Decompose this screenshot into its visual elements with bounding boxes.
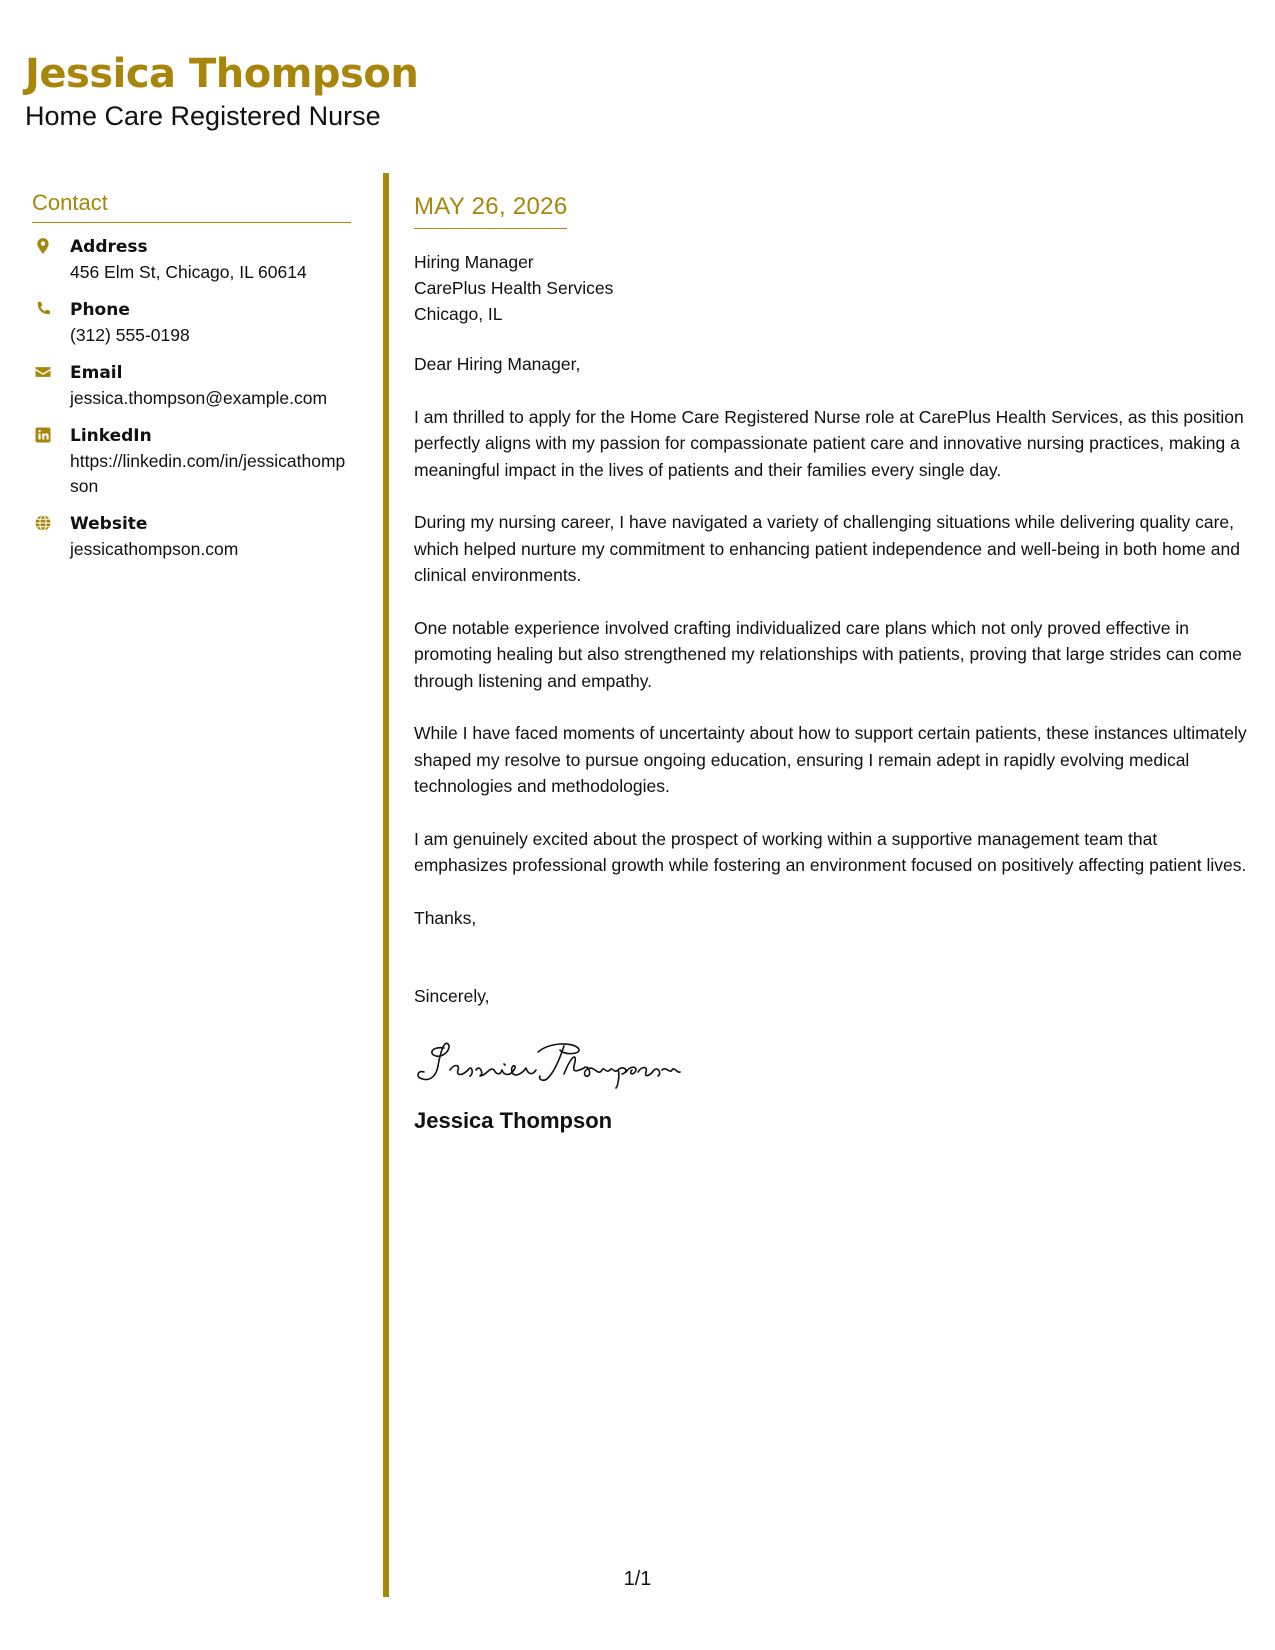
- linkedin-link[interactable]: https://linkedin.com/in/jessicathompson: [70, 451, 346, 496]
- contact-sidebar: [32, 188, 351, 575]
- contact-item-email: [32, 361, 351, 411]
- envelope-icon: [34, 363, 52, 381]
- contact-item-website: [32, 512, 351, 562]
- body-paragraph: While I have faced moments of uncertainty about how to support certain patients, these instances ultimately shaped my resolve to pursue ongoing education, ensuring I remain adept in rapidly evolving medical technologies and methodologies.: [414, 723, 1247, 796]
- letter-header: [25, 48, 418, 132]
- closing: Thanks,: [414, 907, 477, 928]
- signoff: Sincerely,: [414, 986, 490, 1006]
- page-number: 1/1: [623, 1568, 652, 1590]
- website-link[interactable]: jessicathompson.com: [70, 539, 239, 559]
- body-paragraph: One notable experience involved crafting individualized care plans which not only proved effective in promoting healing but also strengthened my relationships with patients, proving that large strides can come through listening and empathy.: [414, 617, 1242, 691]
- globe-icon: [34, 514, 52, 532]
- recipient-name: Hiring Manager: [414, 252, 534, 272]
- recipient-company: CarePlus Health Services: [414, 278, 614, 298]
- linkedin-icon: [34, 426, 52, 444]
- letter-date: MAY 26, 2026: [414, 190, 567, 229]
- body-paragraph: I am thrilled to apply for the Home Care Registered Nurse role at CarePlus Health Services, as this position perfectly aligns with my passion for compassionate patient care and innovative nursing practices, making a meaningful impact in the lives of patients and their families every single day.: [414, 406, 1244, 480]
- applicant-job-title: Home Care Registered Nurse: [25, 101, 381, 131]
- phone-value: (312) 555-0198: [70, 325, 190, 345]
- signer-name: Jessica Thompson: [414, 1107, 613, 1133]
- applicant-name: Jessica Thompson: [25, 51, 419, 97]
- email-link[interactable]: jessica.thompson@example.com: [70, 388, 328, 408]
- phone-icon: [34, 300, 52, 318]
- contact-list: [32, 235, 351, 562]
- vertical-divider: [383, 173, 389, 1597]
- contact-item-phone: [32, 298, 351, 348]
- address-value: 456 Elm St, Chicago, IL 60614: [70, 262, 307, 282]
- letter-body: [414, 190, 1254, 1136]
- contact-heading: Contact: [32, 188, 351, 223]
- body-paragraph: During my nursing career, I have navigated a variety of challenging situations while delivering quality care, which helped nurture my commitment to enhancing patient independence and well-being in both home and clinical environments.: [414, 512, 1240, 585]
- contact-label: Phone: [70, 300, 130, 320]
- handwritten-signature: [414, 1034, 1254, 1094]
- map-pin-icon: [34, 237, 52, 255]
- contact-label: Email: [70, 363, 123, 383]
- contact-item-address: [32, 235, 351, 285]
- recipient-block: [414, 249, 1254, 327]
- body-paragraph: I am genuinely excited about the prospect of working within a supportive management team that emphasizes professional growth while fostering an environment focused on positively affecting patient lives.: [414, 828, 1247, 875]
- contact-label: LinkedIn: [70, 426, 152, 446]
- contact-label: Website: [70, 514, 148, 534]
- contact-item-linkedin: [32, 424, 351, 499]
- greeting: Dear Hiring Manager,: [414, 354, 581, 374]
- recipient-location: Chicago, IL: [414, 304, 503, 324]
- contact-label: Address: [70, 237, 148, 257]
